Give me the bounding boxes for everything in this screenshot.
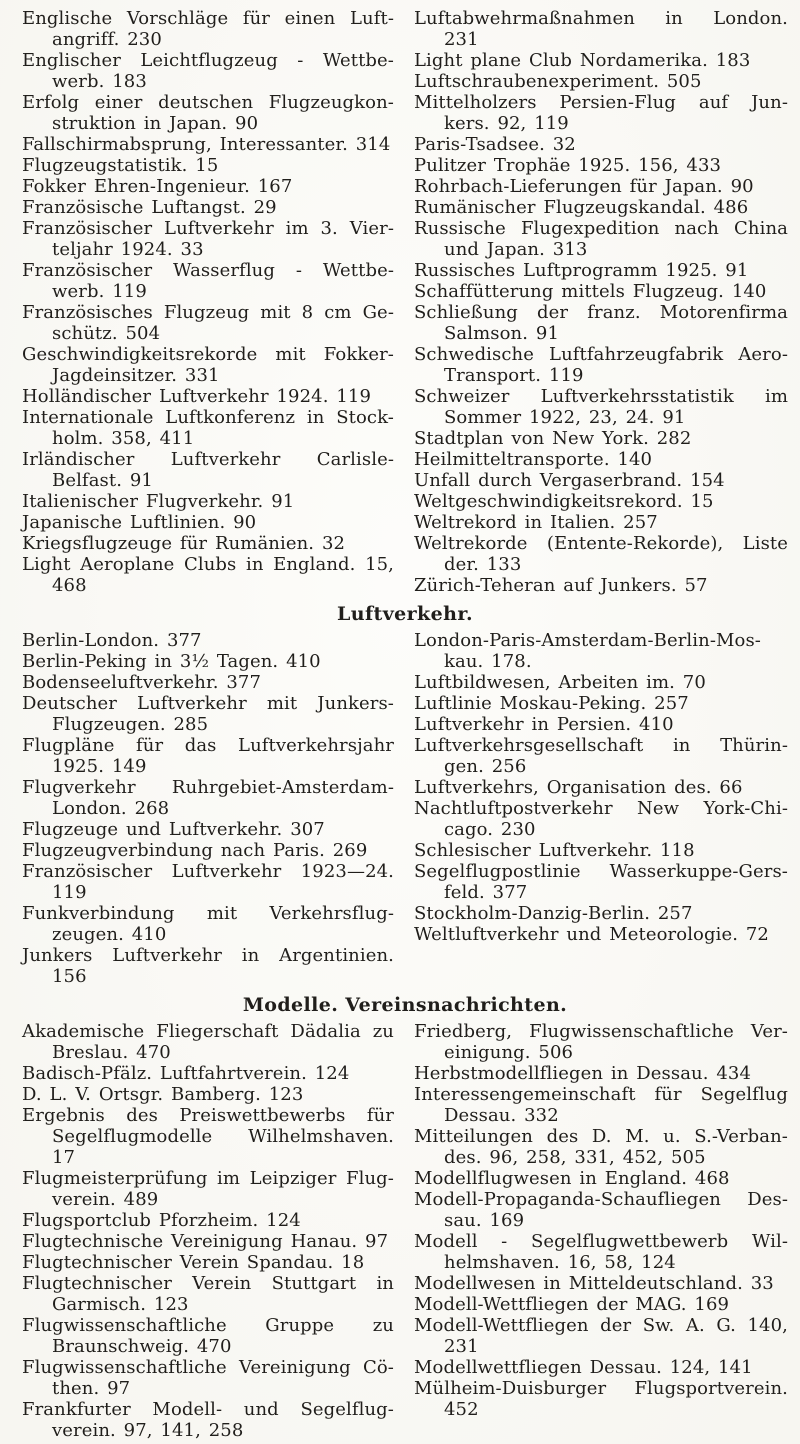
index-entry-line: Luftlinie Moskau-Peking. 257 (414, 693, 689, 714)
index-entry-line: Junkers Luftverkehr in Argentinien. (22, 945, 394, 966)
index-entry (22, 1063, 394, 1084)
index-entry (414, 840, 788, 861)
index-entry-line: Braunschweig. 470 (52, 1336, 232, 1357)
index-entry (22, 407, 394, 449)
index-entry (414, 924, 788, 945)
index-entry (22, 1315, 394, 1357)
index-entry-line: Holländischer Luftverkehr 1924. 119 (22, 386, 371, 407)
index-entry (22, 861, 394, 903)
index-entry-line: Schließung der franz. Motorenfirma (414, 302, 788, 323)
index-entry-line: kau. 178. (444, 651, 532, 672)
index-entry-line: Rumänischer Flugzeugskandal. 486 (414, 197, 749, 218)
index-entry-line: Jagdeinsitzer. 331 (52, 365, 220, 386)
index-entry (414, 714, 788, 735)
index-entry-line: London. 268 (52, 798, 170, 819)
index-entry-line: Japanische Luftlinien. 90 (22, 512, 257, 533)
index-entry (22, 1357, 394, 1399)
index-entry-line: Salmson. 91 (444, 323, 560, 344)
index-column-left (22, 630, 394, 987)
index-entry-line: Schweizer Luftverkehrsstatistik im (414, 386, 788, 407)
index-entry (414, 903, 788, 924)
index-column-left (22, 1021, 394, 1441)
index-entry-line: verein. 489 (52, 1189, 159, 1210)
section-heading: Modelle. Vereinsnachrichten. (242, 994, 568, 1016)
index-entry (22, 512, 394, 533)
index-entry-line: Fallschirmabsprung, Interessanter. 314 (22, 134, 391, 155)
index-entry-line: Interessengemeinschaft für Segelflug (414, 1084, 788, 1105)
index-entry-line: werb. 183 (52, 71, 147, 92)
index-entry-line: 231 (444, 29, 479, 50)
index-entry (414, 386, 788, 428)
index-entry-line: Unfall durch Vergaserbrand. 154 (414, 470, 725, 491)
index-entry (22, 1231, 394, 1252)
index-entry-line: 156 (52, 966, 87, 987)
index-entry-line: Modell-Wettfliegen der Sw. A. G. 140, (414, 1315, 788, 1336)
index-entry-line: Flugwissenschaftliche Gruppe zu (22, 1315, 394, 1336)
index-entry (414, 1378, 788, 1420)
index-entry (414, 218, 788, 260)
index-entry-line: holm. 358, 411 (52, 428, 195, 449)
index-entry-line: 231 (444, 1336, 479, 1357)
index-entry-line: Kriegsflugzeuge für Rumänien. 32 (22, 533, 346, 554)
section-heading: Luftverkehr. (336, 603, 473, 625)
index-entry-line: Modell-Wettfliegen der MAG. 169 (414, 1294, 730, 1315)
index-entry-line: Badisch-Pfälz. Luftfahrtverein. 124 (22, 1063, 350, 1084)
index-entry (22, 344, 394, 386)
index-entry (22, 1084, 394, 1105)
index-entry-line: Erfolg einer deutschen Flugzeugkon- (22, 92, 394, 113)
index-entry (414, 260, 788, 281)
section-columns (22, 1021, 788, 1441)
index-entry-line: Dessau. 332 (444, 1105, 559, 1126)
index-entry-line: Stockholm-Danzig-Berlin. 257 (414, 903, 693, 924)
index-entry-line: Flugpläne für das Luftverkehrsjahr (22, 735, 394, 756)
index-entry-line: 468 (52, 575, 87, 596)
index-entry-line: Berlin-Peking in 3½ Tagen. 410 (22, 651, 321, 672)
index-entry-line: Pulitzer Trophäe 1925. 156, 433 (414, 155, 722, 176)
index-entry (414, 1063, 788, 1084)
index-entry-line: Luftverkehrsgesellschaft in Thürin- (414, 735, 788, 756)
index-column-right (414, 630, 788, 987)
index-column-right (414, 8, 788, 596)
index-entry (414, 92, 788, 134)
index-entry (22, 735, 394, 777)
index-entry (22, 449, 394, 491)
index-entry-line: Segelflugpostlinie Wasserkuppe-Gers- (414, 861, 788, 882)
index-entry-line: Französischer Luftverkehr im 3. Vier- (22, 218, 394, 239)
index-entry (22, 134, 394, 155)
index-entry (414, 197, 788, 218)
index-entry (22, 1252, 394, 1273)
index-entry-line: Mülheim-Duisburger Flugsportverein. (414, 1378, 788, 1399)
index-entry-line: Luftverkehr in Persien. 410 (414, 714, 674, 735)
index-entry-line: 1925. 149 (52, 756, 147, 777)
index-entry-line: gen. 256 (444, 756, 527, 777)
index-entry (414, 344, 788, 386)
index-entry (22, 92, 394, 134)
index-entry (414, 735, 788, 777)
index-entry-line: Fokker Ehren-Ingenieur. 167 (22, 176, 293, 197)
index-entry-line: Französische Luftangst. 29 (22, 197, 277, 218)
index-entry (22, 491, 394, 512)
index-entry (414, 1294, 788, 1315)
index-entry (414, 1168, 788, 1189)
index-entry-line: der. 133 (444, 554, 522, 575)
index-entry-line: werb. 119 (52, 281, 147, 302)
index-entry (414, 1231, 788, 1273)
index-entry (22, 218, 394, 260)
index-entry-line: Weltrekorde (Entente-Rekorde), Liste (414, 533, 788, 554)
index-entry-line: Mitteilungen des D. M. u. S.-Verban- (414, 1126, 788, 1147)
index-entry-line: Garmisch. 123 (52, 1294, 189, 1315)
index-sections (22, 8, 788, 1441)
index-column-right (414, 1021, 788, 1441)
index-entry (22, 260, 394, 302)
index-entry-line: Paris-Tsadsee. 32 (414, 134, 576, 155)
index-entry-line: Flugtechnischer Verein Stuttgart in (22, 1273, 394, 1294)
index-entry (22, 197, 394, 218)
index-entry (414, 428, 788, 449)
index-entry-line: London-Paris-Amsterdam-Berlin-Mos- (414, 630, 761, 651)
section-columns (22, 8, 788, 596)
index-entry-line: Friedberg, Flugwissenschaftliche Ver- (414, 1021, 788, 1042)
index-entry-line: angriff. 230 (52, 29, 162, 50)
index-entry-line: Modellwesen in Mitteldeutschland. 33 (414, 1273, 774, 1294)
index-entry-line: Schaffütterung mittels Flugzeug. 140 (414, 281, 767, 302)
index-entry-line: Flugmeisterprüfung im Leipziger Flug- (22, 1168, 394, 1189)
index-entry-line: Schwedische Luftfahrzeugfabrik Aero- (414, 344, 788, 365)
index-entry-line: und Japan. 313 (444, 239, 588, 260)
index-entry-line: Sommer 1922, 23, 24. 91 (444, 407, 686, 428)
index-entry (414, 1189, 788, 1231)
index-entry (22, 1210, 394, 1231)
index-entry-line: Berlin-London. 377 (22, 630, 202, 651)
index-entry (414, 176, 788, 197)
index-entry-line: Mittelholzers Persien-Flug auf Jun- (414, 92, 788, 113)
index-entry-line: Französischer Wasserflug - Wettbe- (22, 260, 394, 281)
index-entry-line: Akademische Fliegerschaft Dädalia zu (22, 1021, 394, 1042)
index-entry-line: struktion in Japan. 90 (52, 113, 259, 134)
index-entry-line: Englische Vorschläge für einen Luft- (22, 8, 394, 29)
index-entry-line: 452 (444, 1399, 479, 1420)
index-entry (414, 693, 788, 714)
index-entry-line: Luftverkehrs, Organisation des. 66 (414, 777, 743, 798)
index-entry (414, 134, 788, 155)
index-entry (22, 1168, 394, 1210)
index-entry (414, 672, 788, 693)
index-entry-line: sau. 169 (444, 1210, 525, 1231)
index-entry-line: Weltrekord in Italien. 257 (414, 512, 658, 533)
index-entry (22, 945, 394, 987)
index-entry-line: 17 (52, 1147, 76, 1168)
index-entry (22, 386, 394, 407)
index-entry-line: Flugtechnischer Verein Spandau. 18 (22, 1252, 365, 1273)
index-entry-line: Weltluftverkehr und Meteorologie. 72 (414, 924, 769, 945)
index-entry-line: Russische Flugexpedition nach China (414, 218, 788, 239)
index-entry (414, 1084, 788, 1126)
index-entry (414, 302, 788, 344)
index-entry (414, 777, 788, 798)
index-entry-line: teljahr 1924. 33 (52, 239, 204, 260)
index-entry-line: Ergebnis des Preiswettbewerbs für (22, 1105, 394, 1126)
index-entry-line: Französisches Flugzeug mit 8 cm Ge- (22, 302, 394, 323)
index-entry (22, 651, 394, 672)
index-entry (22, 533, 394, 554)
index-entry (22, 554, 394, 596)
index-entry (414, 449, 788, 470)
index-entry-line: Französischer Luftverkehr 1923—24. (22, 861, 394, 882)
index-entry (22, 1021, 394, 1063)
index-entry-line: Luftschraubenexperiment. 505 (414, 71, 702, 92)
index-entry-line: Deutscher Luftverkehr mit Junkers- (22, 693, 394, 714)
index-entry (414, 575, 788, 596)
index-entry (414, 71, 788, 92)
index-entry-line: Rohrbach-Lieferungen für Japan. 90 (414, 176, 754, 197)
index-entry (22, 819, 394, 840)
index-entry-line: Flugsportclub Pforzheim. 124 (22, 1210, 301, 1231)
index-entry (414, 155, 788, 176)
index-entry-line: Flugwissenschaftliche Vereinigung Cö- (22, 1357, 394, 1378)
index-entry-line: Transport. 119 (444, 365, 584, 386)
index-entry-line: D. L. V. Ortsgr. Bamberg. 123 (22, 1084, 304, 1105)
index-entry-line: Flugzeuge und Luftverkehr. 307 (22, 819, 325, 840)
index-column-left (22, 8, 394, 596)
index-entry-line: schütz. 504 (52, 323, 161, 344)
index-entry-line: helmshaven. 16, 58, 124 (444, 1252, 676, 1273)
index-entry-line: feld. 377 (444, 882, 528, 903)
index-entry-line: kers. 92, 119 (444, 113, 569, 134)
index-entry (22, 155, 394, 176)
index-entry-line: Weltgeschwindigkeitsrekord. 15 (414, 491, 714, 512)
index-entry-line: Luftabwehrmaßnahmen in London. (414, 8, 788, 29)
index-entry-line: einigung. 506 (444, 1042, 574, 1063)
index-entry-line: zeugen. 410 (52, 924, 167, 945)
index-entry (414, 1273, 788, 1294)
index-entry-line: Flugzeugen. 285 (52, 714, 209, 735)
index-entry (414, 50, 788, 71)
index-entry-line: Flugtechnische Vereinigung Hanau. 97 (22, 1231, 389, 1252)
index-entry (22, 693, 394, 735)
index-entry (414, 1357, 788, 1378)
index-entry-line: Herbstmodellfliegen in Dessau. 434 (414, 1063, 752, 1084)
index-entry (414, 491, 788, 512)
index-entry-line: Flugzeugverbindung nach Paris. 269 (22, 840, 368, 861)
index-entry (22, 777, 394, 819)
index-entry-line: Stadtplan von New York. 282 (414, 428, 692, 449)
index-entry-line: Irländischer Luftverkehr Carlisle- (22, 449, 394, 470)
index-entry (414, 281, 788, 302)
index-entry (414, 861, 788, 903)
index-entry-line: Bodenseeluftverkehr. 377 (22, 672, 262, 693)
index-entry (414, 1315, 788, 1357)
index-entry-line: verein. 97, 141, 258 (52, 1420, 244, 1441)
index-entry (414, 1021, 788, 1063)
index-entry (22, 903, 394, 945)
index-entry-line: 119 (52, 882, 87, 903)
index-entry (414, 512, 788, 533)
index-entry (414, 470, 788, 491)
index-entry (22, 1399, 394, 1441)
index-entry (414, 533, 788, 575)
index-entry (414, 630, 788, 672)
index-entry-line: Light Aeroplane Clubs in England. 15, (22, 554, 394, 575)
index-entry (22, 1105, 394, 1168)
index-entry-line: Internationale Luftkonferenz in Stock- (22, 407, 394, 428)
index-entry (414, 798, 788, 840)
index-entry-line: des. 96, 258, 331, 452, 505 (444, 1147, 706, 1168)
index-entry-line: Heilmitteltransporte. 140 (414, 449, 653, 470)
index-entry (22, 8, 394, 50)
section-columns (22, 630, 788, 987)
index-entry-line: Modellflugwesen in England. 468 (414, 1168, 730, 1189)
index-entry-line: Geschwindigkeitsrekorde mit Fokker- (22, 344, 394, 365)
index-entry-line: Englischer Leichtflugzeug - Wettbe- (22, 50, 394, 71)
index-entry (22, 840, 394, 861)
index-entry-line: Funkverbindung mit Verkehrsflug- (22, 903, 394, 924)
index-entry (22, 50, 394, 92)
index-entry-line: Nachtluftpostverkehr New York-Chi- (414, 798, 788, 819)
index-entry-line: Belfast. 91 (52, 470, 153, 491)
index-entry (414, 1126, 788, 1168)
index-entry-line: cago. 230 (444, 819, 536, 840)
index-entry-line: Italienischer Flugverkehr. 91 (22, 491, 295, 512)
index-entry-line: Modellwettfliegen Dessau. 124, 141 (414, 1357, 753, 1378)
index-entry (22, 176, 394, 197)
index-entry-line: Russisches Luftprogramm 1925. 91 (414, 260, 749, 281)
index-entry-line: Modell - Segelflugwettbewerb Wil- (414, 1231, 788, 1252)
index-entry-line: Schlesischer Luftverkehr. 118 (414, 840, 695, 861)
index-entry-line: Modell-Propaganda-Schaufliegen Des- (414, 1189, 788, 1210)
index-entry-line: Frankfurter Modell- und Segelflug- (22, 1399, 394, 1420)
index-entry (22, 630, 394, 651)
index-entry-line: Zürich-Teheran auf Junkers. 57 (414, 575, 708, 596)
index-entry-line: Breslau. 470 (52, 1042, 171, 1063)
index-entry (22, 1273, 394, 1315)
index-entry-line: Flugverkehr Ruhrgebiet-Amsterdam- (22, 777, 394, 798)
index-entry-line: then. 97 (52, 1378, 131, 1399)
index-entry (22, 672, 394, 693)
index-entry-line: Light plane Club Nordamerika. 183 (414, 50, 751, 71)
index-entry (22, 302, 394, 344)
index-entry (414, 8, 788, 50)
index-entry-line: Flugzeugstatistik. 15 (22, 155, 219, 176)
index-entry-line: Luftbildwesen, Arbeiten im. 70 (414, 672, 706, 693)
index-entry-line: Segelflugmodelle Wilhelmshaven. (52, 1126, 394, 1147)
